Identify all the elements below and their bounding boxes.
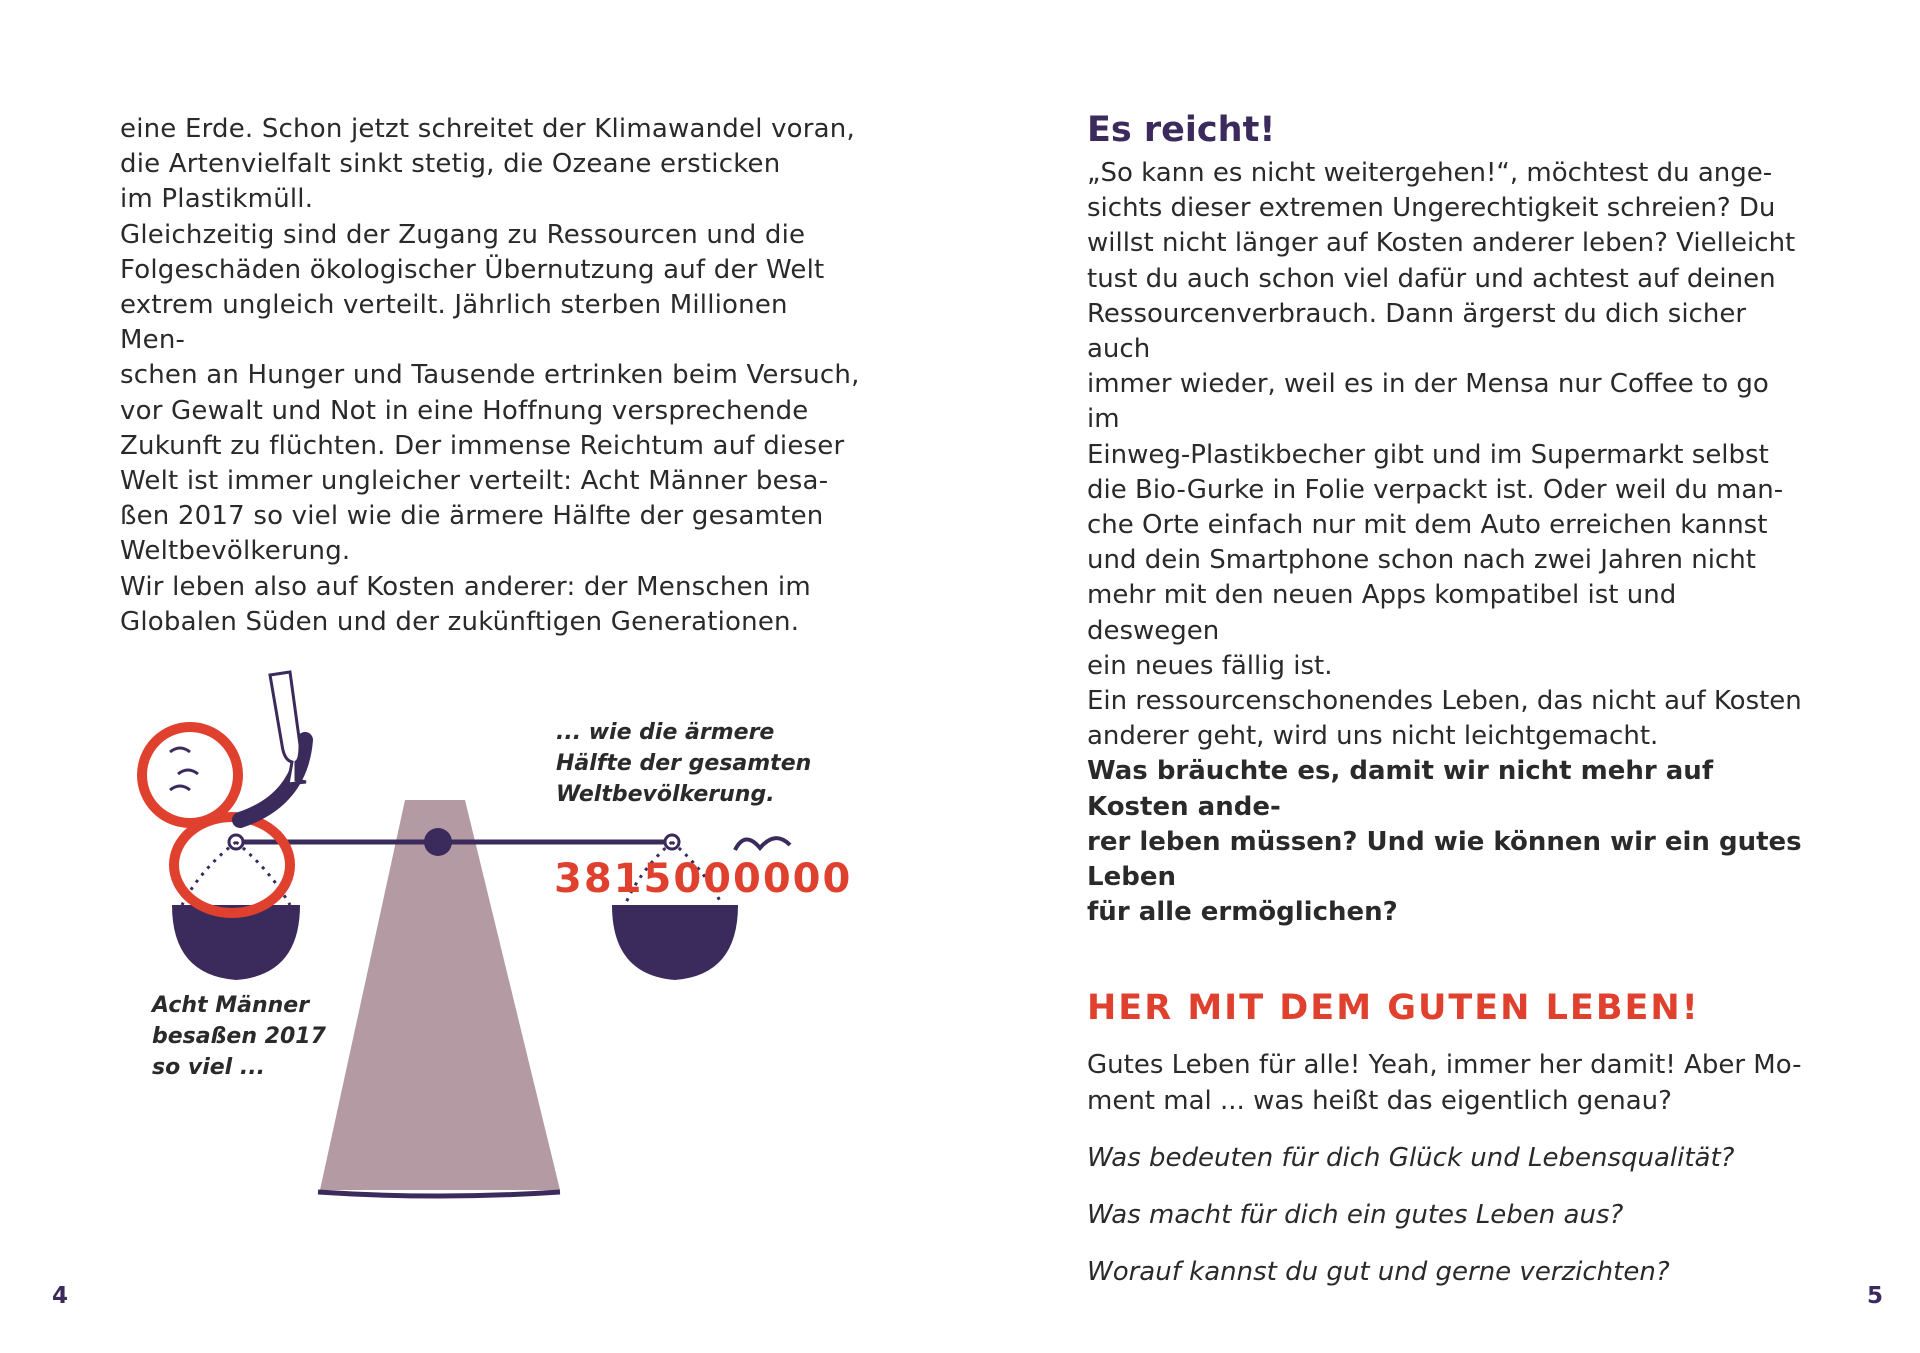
figure-eye	[170, 748, 198, 790]
line: Gutes Leben für alle! Yeah, immer her damit! Aber Mo-	[1087, 1050, 1802, 1081]
line: mehr mit den neuen Apps kompatibel ist und deswegen	[1087, 580, 1677, 646]
question-2: Was macht für dich ein gutes Leben aus?	[1087, 1200, 1624, 1231]
scale-base	[320, 800, 560, 1190]
line: Wir leben also auf Kosten anderer: der Menschen im	[120, 571, 811, 602]
figure-head	[142, 727, 238, 823]
scale-base-shadow	[318, 1192, 560, 1196]
right-page	[960, 0, 1920, 1353]
line: vor Gewalt und Not in eine Hoffnung versprechende	[120, 395, 809, 426]
intro-text	[1087, 1048, 1807, 1118]
line: Was bräuchte es, damit wir nicht mehr auf Kosten ande-	[1087, 756, 1714, 822]
caption-line: Weltbevölkerung.	[556, 782, 775, 807]
line: Ressourcenverbrauch. Dann ärgerst du dich sicher auch	[1087, 298, 1747, 365]
line: Einweg-Plastikbecher gibt und im Supermarkt selbst	[1087, 439, 1769, 470]
heading-es-reicht: Es reicht!	[1087, 110, 1276, 150]
right-bold-question	[1087, 754, 1807, 930]
scale-pivot	[424, 828, 452, 856]
caption-line: so viel ...	[152, 1055, 265, 1080]
big-number: 3815000000	[554, 856, 853, 902]
small-figure	[735, 838, 790, 850]
question-1: Was bedeuten für dich Glück und Lebensqualität?	[1087, 1142, 1735, 1173]
line: immer wieder, weil es in der Mensa nur Coffee to go im	[1087, 369, 1769, 435]
pan-right	[612, 905, 738, 980]
caption-line: Hälfte der gesamten	[556, 751, 812, 776]
line: extrem ungleich verteilt. Jährlich sterben Millionen Men-	[120, 290, 788, 356]
page-number-left: 4	[52, 1283, 69, 1309]
line: Ein ressourcenschonendes Leben, das nicht auf Kosten	[1087, 686, 1802, 717]
line: für alle ermöglichen?	[1087, 897, 1398, 928]
line: che Orte einfach nur mit dem Auto erreichen kannst	[1087, 510, 1768, 541]
line: willst nicht länger auf Kosten anderer leben? Vielleicht	[1087, 228, 1796, 259]
line: Welt ist immer ungleicher verteilt: Acht Männer besa-	[120, 466, 829, 497]
right-body	[1087, 156, 1807, 754]
line: ment mal ... was heißt das eigentlich genau?	[1087, 1085, 1672, 1116]
line: schen an Hunger und Tausende ertrinken beim Versuch,	[120, 360, 860, 391]
line: im Plastikmüll.	[120, 184, 314, 215]
line: Globalen Süden und der zukünftigen Generationen.	[120, 606, 800, 637]
line: die Artenvielfalt sinkt stetig, die Ozeane ersticken	[120, 149, 781, 180]
line: die Bio-Gurke in Folie verpackt ist. Oder weil du man-	[1087, 474, 1784, 505]
caption-line: ... wie die ärmere	[556, 720, 775, 745]
caption-right	[556, 717, 811, 810]
page-number-right: 5	[1867, 1283, 1884, 1309]
line: Zukunft zu flüchten. Der immense Reichtum auf dieser	[120, 430, 845, 461]
line: eine Erde. Schon jetzt schreitet der Klimawandel voran,	[120, 114, 855, 144]
caption-line: besaßen 2017	[152, 1024, 326, 1049]
right-column	[1087, 108, 1807, 1290]
line: „So kann es nicht weitergehen!“, möchtest du ange-	[1087, 158, 1773, 188]
line: Weltbevölkerung.	[120, 536, 351, 567]
caption-line: Acht Männer	[152, 993, 310, 1018]
question-3: Worauf kannst du gut und gerne verzichten?	[1087, 1257, 1670, 1288]
line: ein neues fällig ist.	[1087, 650, 1333, 681]
heading-her-mit-dem-guten-leben: HER MIT DEM GUTEN LEBEN!	[1087, 988, 1700, 1029]
line: tust du auch schon viel dafür und achtest auf deinen	[1087, 263, 1776, 294]
line: rer leben müssen? Und wie können wir ein gutes Leben	[1087, 826, 1802, 893]
line: anderer geht, wird uns nicht leichtgemacht.	[1087, 721, 1659, 752]
caption-left	[152, 990, 326, 1083]
line: ßen 2017 so viel wie die ärmere Hälfte der gesamten	[120, 501, 824, 532]
line: Folgeschäden ökologischer Übernutzung auf der Welt	[120, 254, 825, 285]
figure-body	[174, 817, 290, 913]
line: und dein Smartphone schon nach zwei Jahren nicht	[1087, 545, 1756, 576]
line: sichts dieser extremen Ungerechtigkeit schreien? Du	[1087, 193, 1776, 224]
line: Gleichzeitig sind der Zugang zu Ressourcen und die	[120, 219, 806, 250]
